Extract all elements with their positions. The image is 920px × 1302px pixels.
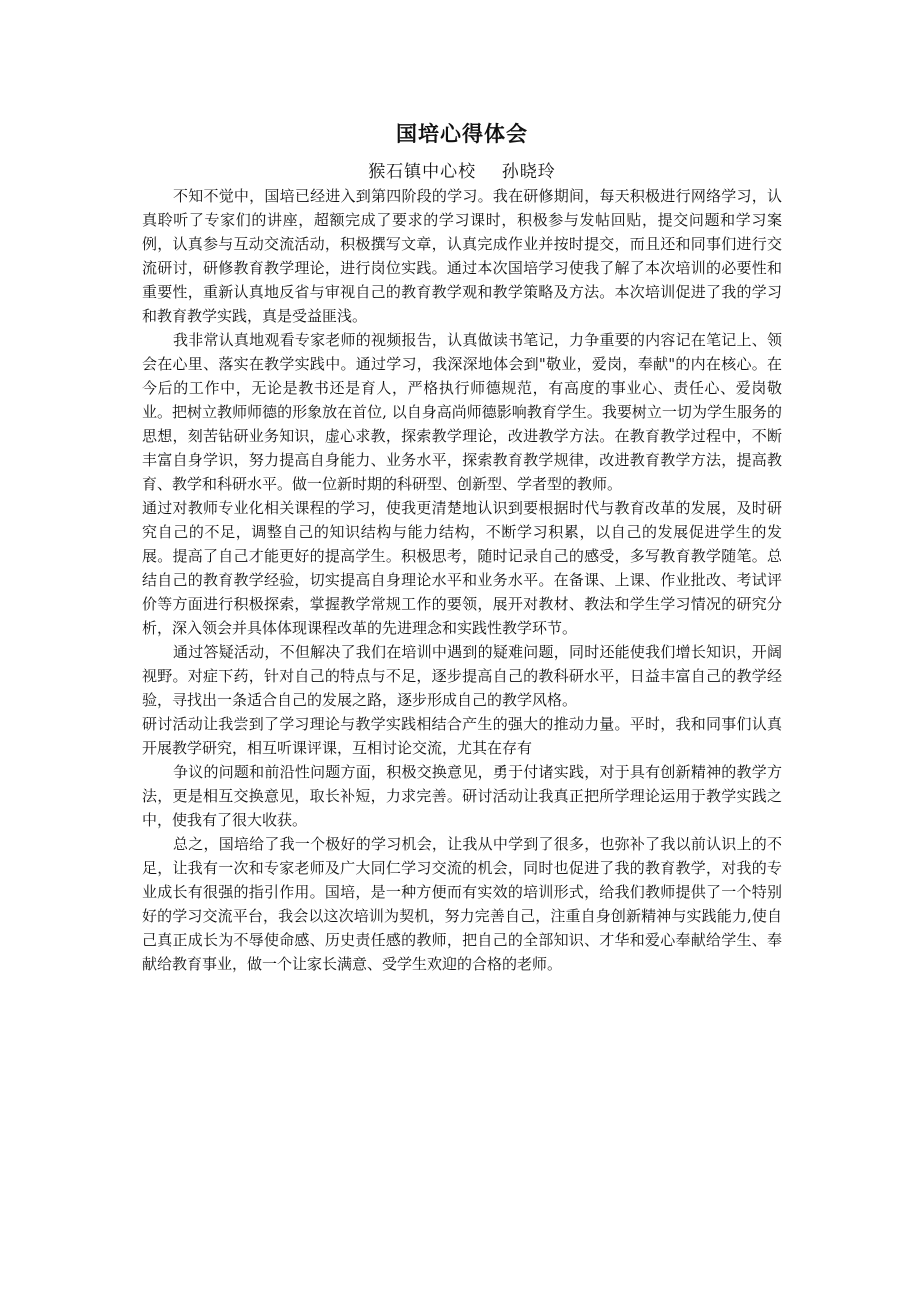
author-byline: 猴石镇中心校 孙晓玲 bbox=[368, 162, 556, 182]
paragraph-4: 通过答疑活动，不但解决了我们在培训中遇到的疑难问题，同时还能使我们增长知识，开阔视野。对症下药，针对自己的特点与不足，逐步提高自己的教科研水平，日益丰富自己的教学经验，寻找出一条适合自己的发展之路，逐步形成自己的教学风格。 bbox=[142, 643, 782, 709]
paragraph-1: 不知不觉中，国培已经进入到第四阶段的学习。我在研修期间，每天积极进行网络学习，认真聆听了专家们的讲座，超额完成了要求的学习课时，积极参与发帖回贴，提交问题和学习案例，认真参与互动交流活动，积极撰写文章，认真完成作业并按时提交，而且还和同事们进行交流研讨，研修教育教学理论，进行岗位实践。通过本次国培学习使我了解了本次培训的必要性和重要性，重新认真地反省与审视自己的教育教学观和教学策略及方法。本次培训促进了我的学习和教育教学实践，真是受益匪浅。 bbox=[142, 187, 782, 325]
paragraph-6: 争议的问题和前沿性问题方面，积极交换意见，勇于付诸实践，对于具有创新精神的教学方法，更是相互交换意见，取长补短，力求完善。研讨活动让我真正把所学理论运用于教学实践之中，使我有了很大收获。 bbox=[142, 763, 782, 829]
paragraph-5: 研讨活动让我尝到了学习理论与教学实践相结合产生的强大的推动力量。平时，我和同事们认真开展教学研究，相互听课评课，互相讨论交流，尤其在存有 bbox=[142, 715, 782, 757]
document-body bbox=[142, 118, 782, 976]
paragraph-3: 通过对教师专业化相关课程的学习，使我更清楚地认识到要根据时代与教育改革的发展，及时研究自己的不足，调整自己的知识结构与能力结构，不断学习积累，以自己的发展促进学生的发展。提高了自己才能更好的提高学生。积极思考，随时记录自己的感受，多写教育教学随笔。总结自己的教育教学经验，切实提高自身理论水平和业务水平。在备课、上课、作业批改、考试评价等方面进行积极探索，掌握教学常规工作的要领，展开对教材、教法和学生学习情况的研究分析，深入领会并具体体现课程改革的先进理念和实践性教学环节。 bbox=[142, 499, 782, 637]
document-title: 国培心得体会 bbox=[396, 121, 528, 146]
paragraph-2: 我非常认真地观看专家老师的视频报告，认真做读书笔记，力争重要的内容记在笔记上、领会在心里、落实在教学实践中。通过学习，我深深地体会到"敬业，爱岗，奉献"的内在核心。在今后的工作中，无论是教书还是育人，严格执行师德规范，有高度的事业心、责任心、爱岗敬业。把树立教师师德的形象放在首位, 以自身高尚师德影响教育学生。我要树立一切为学生服务的思想，刻苦钻研业务知识，虚心求教，探索教学理论，改进教学方法。在教育教学过程中，不断丰富自身学识，努力提高自身能力、业务水平，探索教育教学规律，改进教育教学方法，提高教育、教学和科研水平。做一位新时期的科研型、创新型、学者型的教师。 bbox=[142, 331, 782, 493]
paragraph-7: 总之，国培给了我一个极好的学习机会，让我从中学到了很多，也弥补了我以前认识上的不足，让我有一次和专家老师及广大同仁学习交流的机会，同时也促进了我的教育教学，对我的专业成长有很强的指引作用。国培，是一种方便而有实效的培训形式，给我们教师提供了一个特别好的学习交流平台，我会以这次培训为契机，努力完善自己，注重自身创新精神与实践能力,使自己真正成长为不辱使命感、历史责任感的教师，把自己的全部知识、才华和爱心奉献给学生、奉献给教育事业，做一个让家长满意、受学生欢迎的合格的老师。 bbox=[142, 835, 782, 973]
